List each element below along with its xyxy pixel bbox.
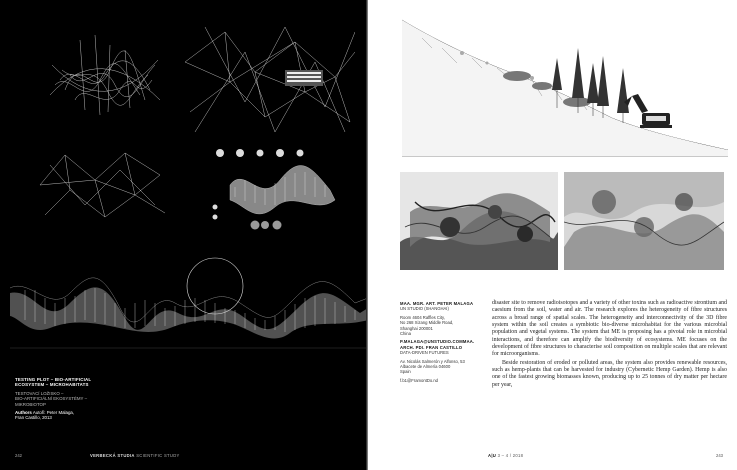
left-footer-publication: VERBECKÁ STUDIA — [90, 453, 135, 458]
soil-fibre-photo-left — [400, 172, 558, 270]
caption-subtitle-line-3: MIKROBIOTOP — [15, 401, 46, 407]
right-footer-issue: 3 – 4 / 2018 — [497, 453, 524, 458]
caption-subtitle-line-1: TESTOVACÍ LOŽISKO – — [15, 390, 64, 396]
right-footer-journal: A|U — [488, 453, 497, 458]
left-page — [0, 0, 368, 470]
left-footer-section: SCIENTIFIC STUDY — [136, 453, 180, 458]
caption-title-line-2: ECOSYSTEM – MICROHABITATS — [15, 382, 89, 388]
left-page-number: 242 — [15, 453, 22, 458]
scribble-figure-top-left — [40, 20, 170, 130]
author-1-address-line-1: Room 4604 Raffles City, — [400, 314, 445, 320]
author-1-address-line-4: China — [400, 331, 411, 337]
microhabitat-figure-middle-right — [205, 145, 355, 235]
author-2-name: ARCH. PDI. FRAN CASTILLO — [400, 344, 463, 350]
figure-caption — [15, 377, 130, 421]
author-2-address-line-1: Av. Nicolás Salmerón y Alfonso, 53 — [400, 358, 465, 364]
author-1-address-line-3: Shanghai 200001 — [400, 325, 433, 331]
left-running-footer — [90, 453, 180, 458]
author-2-address-line-2: Albacete de Almería 04600 — [400, 364, 451, 370]
caption-subtitle-line-2: BIO-ARTIFICIÁLNÍ EKOSYSTÉMY – — [15, 396, 88, 402]
author-2-studio: DATA-DRIVEN FUTURES — [400, 350, 449, 356]
author-2-email: f.b1@FramontDo.nd — [400, 377, 439, 383]
body-paragraph-1: disaster site to remove radioisotopes and a variety of other toxins such as radioactive strontium and caesium from the soil, water and air. The research explores the heterogeneity of fibre structures across a broad range of spatial scales. The heterogeneity and interconnectivity of the 3D fibre system within the soil creates a symbiotic bio-diverse microhabitat for the various microbial population and vegetal systems. The system that ME is proposing has a pivotal role in microbial interactions, and therefore can amplify the biodiversity of ecosystems. ME focuses on the development of fibre structures to characterise soil composition on multiple scales that are relevant for microorganisms. — [492, 300, 727, 358]
caption-authors-label: Authors — [15, 410, 32, 416]
author-2-address-line-3: Spain — [400, 369, 411, 375]
author-contact-block — [400, 301, 480, 383]
right-page-number: 243 — [716, 453, 723, 458]
author-1-name: MAA. MGR. ART. PETER MALAGA — [400, 301, 474, 306]
author-1-email: P.MALAGA@UNSTUDIO.COMMAA. — [400, 339, 475, 345]
body-paragraph-2: Beside restoration of eroded or polluted areas, the system also provides renewable resources, such as hemp-plants that can be harvested for industry (Cybernetic Hemp Garden). Hemp is also one of the fastest growing biomasses known, producing up to 25 tonnes of dry matter per hectare per year, — [492, 359, 727, 388]
network-figure-top-right — [185, 22, 355, 137]
caption-title-line-1: TESTING PLOT – BIO-ARTIFICIAL — [15, 377, 92, 382]
author-1-address-line-2: No 268 Xizang Middle Road, — [400, 320, 454, 326]
soil-fibre-photo-right — [564, 172, 724, 270]
network-figure-middle-left — [35, 145, 170, 225]
caption-authors-text-2: Fran Castillo, 2013 — [15, 415, 52, 421]
terrain-section-drawing — [402, 18, 728, 158]
right-running-footer — [488, 453, 523, 458]
author-1-studio: UN STUDIO (SHANGHAI) — [400, 306, 449, 312]
right-page — [368, 0, 737, 470]
bio-artificial-ecosystem-strip — [10, 248, 368, 368]
caption-authors-text: Autoři: Peter Malaga, — [32, 410, 75, 416]
article-body — [492, 300, 727, 389]
